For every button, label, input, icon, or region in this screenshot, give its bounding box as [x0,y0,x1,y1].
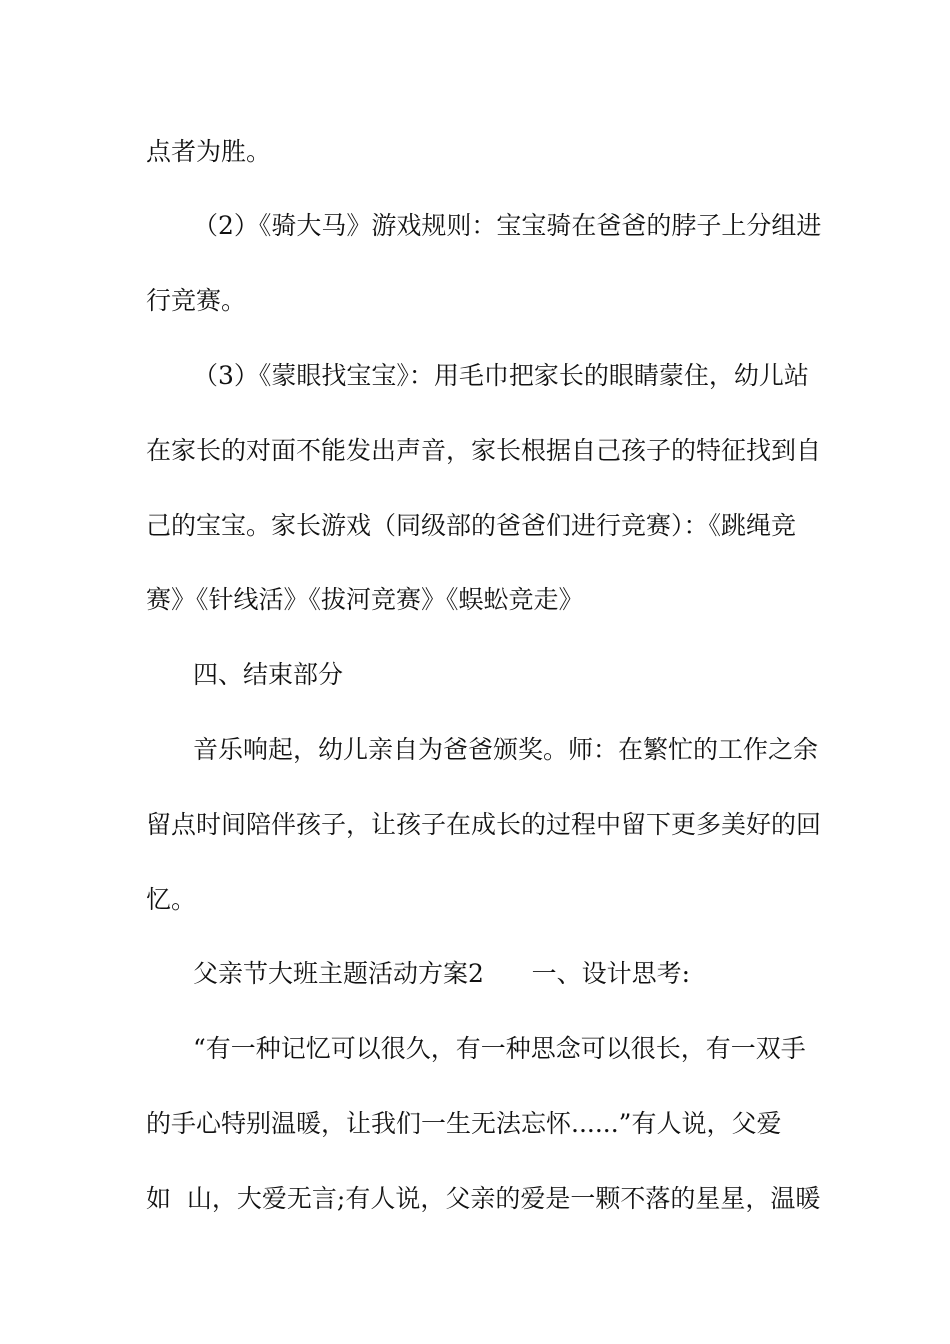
text-line: 忆。 [146,885,197,914]
text-line: 的手心特别温暖，让我们一生无法忘怀......”有人说，父爱 [146,1109,782,1138]
text-line: 赛》《针线活》《拔河竞赛》《蜈蚣竞走》 [146,585,584,614]
text-line: 音乐响起，幼儿亲自为爸爸颁奖。师：在繁忙的工作之余 [193,735,819,764]
section-heading: 四、结束部分 [193,660,344,689]
document-title-line: 父亲节大班主题活动方案2 一、设计思考: [193,959,691,988]
text-line: （3）《蒙眼找宝宝》：用毛巾把家长的眼睛蒙住，幼儿站 [193,361,809,390]
text-line: 在家长的对面不能发出声音，家长根据自己孩子的特征找到自 [146,436,822,465]
text-line: 如 山，大爱无言;有人说，父亲的爱是一颗不落的星星，温暖 [146,1184,821,1213]
text-line: “有一种记忆可以很久，有一种思念可以很长，有一双手 [193,1034,806,1063]
text-line: （2）《骑大马》游戏规则：宝宝骑在爸爸的脖子上分组进 [193,211,822,240]
text-line: 留点时间陪伴孩子，让孩子在成长的过程中留下更多美好的回 [146,810,822,839]
text-line: 行竞赛。 [146,286,247,315]
text-line: 点者为胜。 [146,137,272,166]
text-line: 己的宝宝。家长游戏（同级部的爸爸们进行竞赛）：《跳绳竞 [146,511,797,540]
